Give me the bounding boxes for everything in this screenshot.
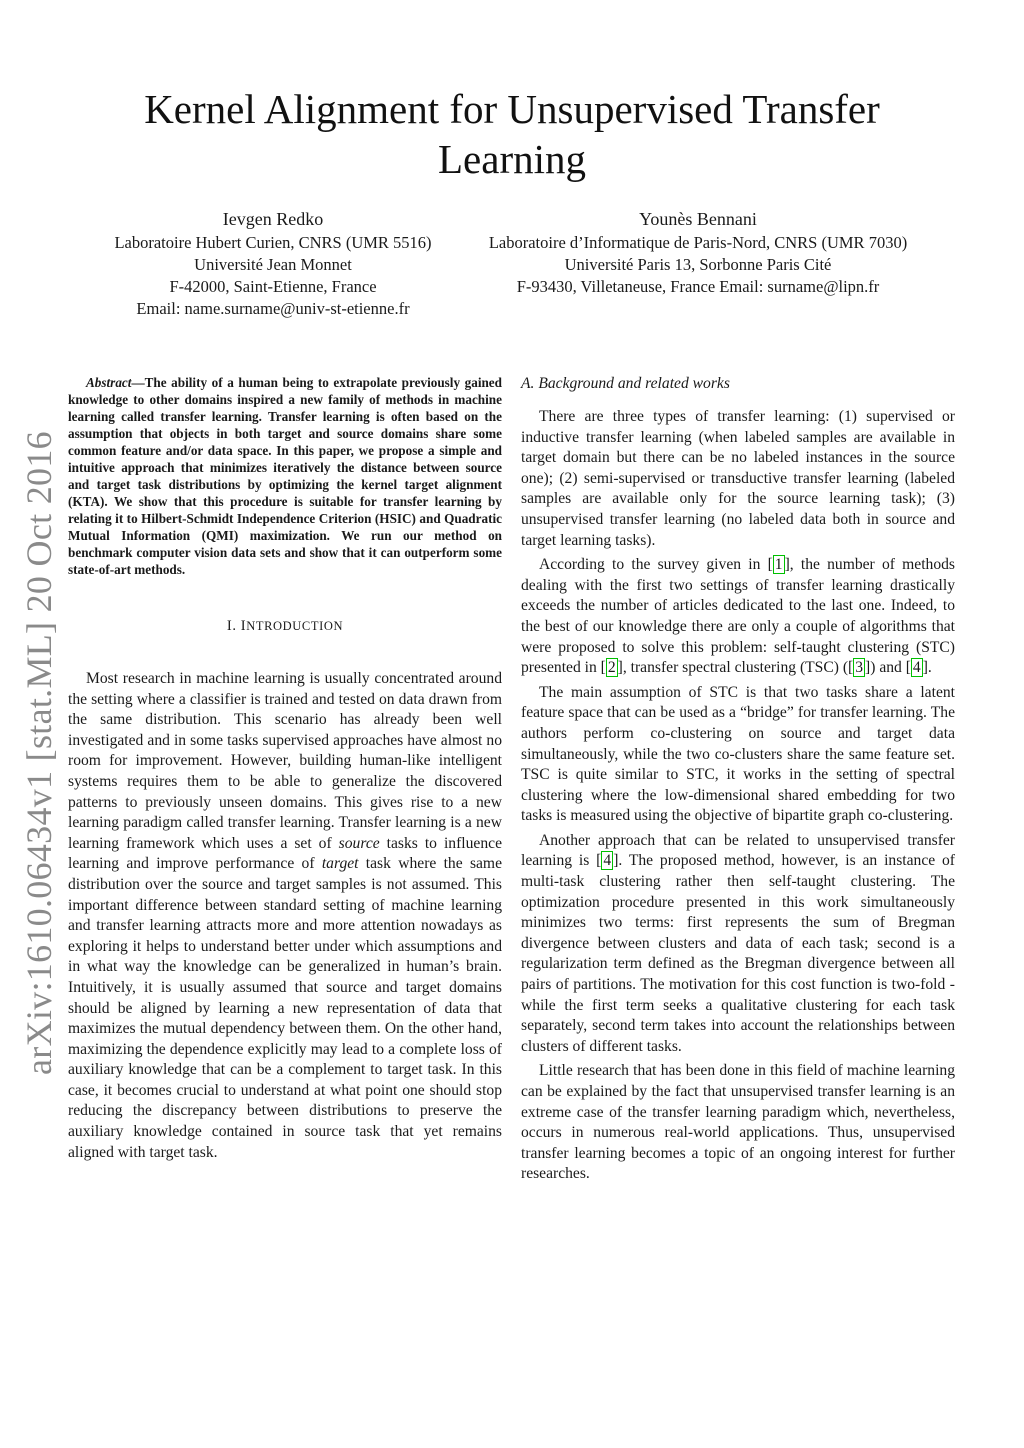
author-2-address-email: F-93430, Villetaneuse, France Email: surname@lipn.fr: [516, 277, 880, 296]
emphasis-source: source: [338, 834, 380, 852]
citation-link-2[interactable]: 2: [607, 659, 616, 677]
paper-title: Kernel Alignment for Unsupervised Transfer Learning: [144, 86, 880, 182]
author-2: [468, 206, 928, 298]
author-1-name: Ievgen Redko: [222, 209, 324, 229]
citation-link-3[interactable]: 3: [855, 659, 864, 677]
citation-link-4b[interactable]: 4: [603, 852, 612, 870]
section-heading-introduction: I. INTRODUCTION: [226, 618, 344, 634]
author-1-university: Université Jean Monnet: [194, 255, 352, 274]
author-1-affiliation: Laboratoire Hubert Curien, CNRS (UMR 5516): [114, 233, 432, 252]
background-paragraph-1: There are three types of transfer learning: (1) supervised or inductive transfer learning (when labeled samples are available in target domain but there can be no labeled instances in the source one); (2) semi-supervised or transductive transfer learning (labeled samples are available only for the source learning task); (3) unsupervised transfer learning (no labeled data both in source and target learning tasks).: [521, 408, 955, 549]
abstract-text: —The ability of a human being to extrapolate previously gained knowledge to other domains inspired a new family of methods in machine learning called transfer learning. Transfer learning is often based on the assumption that objects in both target and source domains share some common feature and/or data space. In this paper, we propose a simple and intuitive approach that minimizes iteratively the distance between source and target task distributions by optimizing the kernel target alignment (KTA). We show that this procedure is suitable for transfer learning by relating it to Hilbert-Schmidt Independence Criterion (HSIC) and Quadratic Mutual Information (QMI) maximization. We run our method on benchmark computer vision data sets and show that it can outperform some state-of-art methods.: [68, 375, 502, 577]
author-1-address: F-42000, Saint-Etienne, France: [169, 277, 377, 296]
background-paragraph-5: Little research that has been done in this field of machine learning can be explained by the fact that unsupervised transfer learning is an extreme case of the transfer learning paradigm which, nevertheless, occurs in numerous real-world applications. Thus, unsupervised transfer learning becomes a topic of an ongoing interest for further researches.: [521, 1062, 955, 1183]
right-column: [521, 374, 955, 1189]
author-1-email: Email: name.surname@univ-st-etienne.fr: [136, 299, 410, 318]
background-paragraph-2: According to the survey given in [ 1 ], the number of methods dealing with the first two settings of transfer learning drastically exceeds the number of articles dedicated to the last one. Indeed, to the best of our knowledge there are only a couple of algorithms that were proposed to solve this problem: self-taught clustering (STC) presented in [ 2 ], transfer spectral clustering (TSC) ([ 3 ]) and [ 4 ].: [521, 556, 955, 677]
citation-link-1[interactable]: 1: [774, 556, 783, 574]
background-paragraph-4: Another approach that can be related to unsupervised transfer learning is [ 4 ]. The proposed method, however, is an instance of multi-task clustering rather then self-taught clustering. The optimization procedure presented in this work simultaneously minimizes two terms: first represents the sum of Bregman divergence between clusters and data of each task; second is a regularization term defined as the Bregman divergence between all pairs of partitions. The motivation for this cost function is two-fold - while the first term seeks a qualitative clustering for each task separately, second term takes into account the relationships between clusters of different tasks.: [521, 831, 956, 1055]
background-paragraph-3: The main assumption of STC is that two tasks share a latent feature space that can be used as a “bridge” for transfer learning. The authors perform co-clustering on source and target data simultaneously, while the two co-clusters share the same feature set. TSC is quite similar to STC, it works in the setting of spectral clustering where the low-dimensional shared embedding for two tasks is measured using the objective of bipartite graph co-clustering.: [521, 683, 955, 825]
abstract: [68, 374, 502, 578]
subsection-heading-background: A. Background and related works: [521, 375, 730, 392]
intro-paragraph: Most research in machine learning is usually concentrated around the setting where a classifier is trained and tested on data drawn from the same distribution. This scenario has already been well investigated and in some tasks supervised approaches have almost no room for improvement. However, building human-like intelligent systems requires them to be able to generalize the discovered patterns to previously unseen domains. This gives rise to a new learning paradigm called transfer learning. Transfer learning is a new learning framework which uses a set of source tasks to influence learning and improve performance of target task where the same distribution over the source and target samples is not assumed. This important difference between standard setting of machine learning and transfer learning attracts more and more attention nowadays as exploring it helps to understand better under which assumptions and in what way the knowledge can be generalized in human’s brain. Intuitively, it is usually assumed that source and target domains should be aligned by learning a new representation of data that maximizes the mutual dependency between them. On the other hand, maximizing the dependence explicitly may lead to a complete loss of auxiliary knowledge that can be a complement to target task. In this case, it becomes crucial to understand at what point one should stop reducing the discrepancy between distributions to preserve the auxiliary knowledge contained in source task that yet remains aligned with target task.: [68, 670, 502, 1161]
emphasis-target: target: [321, 855, 359, 873]
abstract-label: Abstract: [86, 375, 132, 390]
author-1: [43, 206, 503, 320]
author-2-university: Université Paris 13, Sorbonne Paris Cité: [564, 255, 832, 274]
arxiv-stamp: arXiv:1610.06434v1 [stat.ML] 20 Oct 2016: [19, 431, 59, 1075]
author-2-name: Younès Bennani: [639, 209, 757, 229]
left-column: [68, 374, 502, 1163]
author-2-affiliation: Laboratoire d’Informatique de Paris-Nord, CNRS (UMR 7030): [488, 233, 908, 252]
citation-link-4[interactable]: 4: [912, 659, 921, 677]
